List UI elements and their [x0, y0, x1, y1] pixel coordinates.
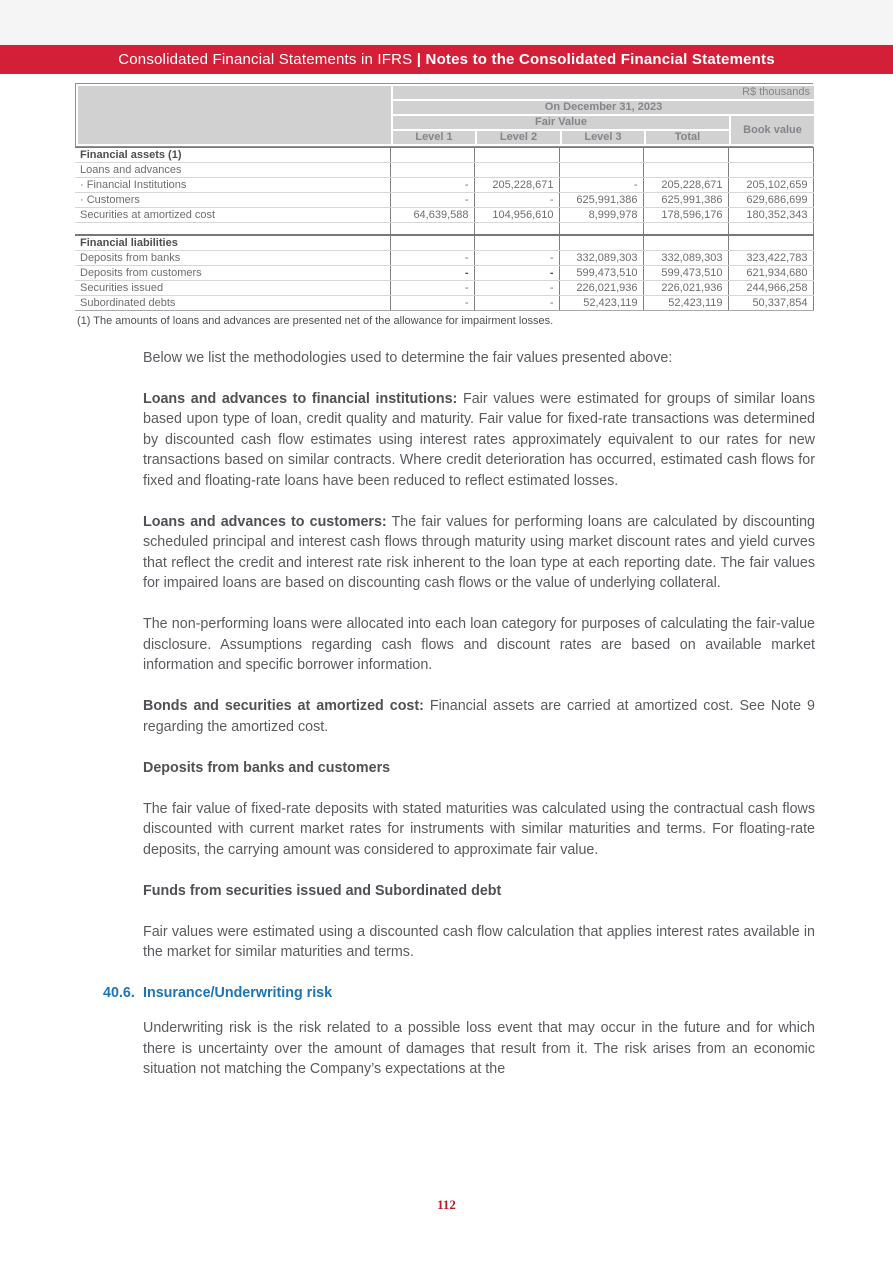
table-cell: 64,639,588	[390, 208, 474, 223]
table-cell: -	[474, 280, 559, 295]
spacer-row	[75, 223, 813, 235]
sub-heading	[143, 881, 815, 902]
table-cell	[390, 163, 474, 178]
table-cell	[559, 163, 643, 178]
total-header: Total	[645, 130, 730, 145]
table-header	[75, 83, 813, 147]
page-number: 112	[437, 1197, 456, 1212]
table-cell: -	[474, 193, 559, 208]
date-header: On December 31, 2023	[392, 100, 815, 115]
table-cell: -	[474, 265, 559, 280]
paragraph-text: The fair values for performing loans are calculated by discounting scheduled principal and interest cash flows through maturity using market discount rates and yield curves that reflect the credit and interest rate risk inherent to the loan type at each reporting date. The fair values for impaired loans are based on discounting cash flows or the value of underlying collateral.	[143, 513, 815, 591]
table-cell: 52,423,119	[643, 295, 728, 310]
book-value-header: Book value	[730, 115, 815, 145]
table-row	[75, 280, 813, 295]
row-label: Subordinated debts	[75, 295, 390, 310]
paragraph-text: The fair value of fixed-rate deposits with stated maturities was calculated using the contractual cash flows discounted with current market rates for instruments with similar maturities and terms. For floating-rate deposits, the carrying amount was considered to approximate fair value.	[143, 800, 815, 858]
table-cell: -	[390, 178, 474, 193]
level2-header: Level 2	[476, 130, 561, 145]
fair-value-table	[75, 83, 813, 311]
table-row	[75, 235, 813, 251]
table-footnote: (1) The amounts of loans and advances are presented net of the allowance for impairment losses.	[77, 314, 554, 327]
table-cell	[643, 235, 728, 251]
table-cell: 599,473,510	[643, 265, 728, 280]
paragraph-text: Underwriting risk is the risk related to a possible loss event that may occur in the future and for which there is uncertainty over the amount of damages that result from it. The risk arises from an economic situation not matching the Company’s expectations at the	[143, 1020, 815, 1077]
table-cell: 205,228,671	[474, 178, 559, 193]
paragraph-text: Fair values were estimated for groups of similar loans based upon type of loan, credit quality and maturity. Fair value for fixed-rate transactions was determined by discounted cash flow estimates using interest rates approximately equivalent to our rates for new transactions based on similar contracts. Where credit deterioration has occurred, estimated cash flows for fixed and floating-rate loans have been reduced to reflect estimated losses.	[143, 390, 815, 489]
paragraph	[143, 922, 815, 963]
fair-value-header: Fair Value	[392, 115, 730, 130]
table-cell: 8,999,978	[559, 208, 643, 223]
table-cell: -	[390, 280, 474, 295]
table-cell	[390, 235, 474, 251]
table-cell: -	[390, 250, 474, 265]
table-cell: 226,021,936	[643, 280, 728, 295]
table-cell: -	[474, 250, 559, 265]
section-heading-40-6	[103, 983, 893, 1003]
row-label: Deposits from banks	[75, 250, 390, 265]
paragraph	[143, 1018, 815, 1080]
table-row	[75, 295, 813, 310]
table-cell: 332,089,303	[643, 250, 728, 265]
row-label: · Financial Institutions	[75, 178, 390, 193]
table-row	[75, 265, 813, 280]
row-label: Securities issued	[75, 280, 390, 295]
table-cell	[643, 148, 728, 163]
table-row	[75, 208, 813, 223]
table-row	[75, 148, 813, 163]
table-row	[75, 178, 813, 193]
table-cell: 104,956,610	[474, 208, 559, 223]
paragraph	[143, 512, 815, 594]
paragraph-text: Fair values were estimated using a discounted cash flow calculation that applies interest rates available in the market for similar maturities and terms.	[143, 923, 815, 960]
row-label: · Customers	[75, 193, 390, 208]
table-cell: 244,966,258	[728, 280, 813, 295]
paragraph-lead: Loans and advances to customers:	[143, 513, 387, 530]
table-cell: -	[390, 193, 474, 208]
paragraph	[143, 614, 815, 676]
paragraph-text: The non-performing loans were allocated into each loan category for purposes of calculating the fair-value disclosure. Assumptions regarding cash flows and discount rates are based on available market information and specific borrower information.	[143, 616, 815, 673]
section-number: 40.6.	[103, 985, 135, 1001]
body-copy	[143, 348, 815, 963]
sub-heading	[143, 758, 815, 779]
paragraph-text: Financial assets are carried at amortized cost. See Note 9 regarding the amortized cost.	[143, 698, 815, 735]
table-cell: 180,352,343	[728, 208, 813, 223]
table-cell: -	[474, 295, 559, 310]
paragraph	[143, 389, 815, 492]
table-cell	[390, 148, 474, 163]
table-cell: 52,423,119	[559, 295, 643, 310]
table-cell	[559, 148, 643, 163]
table-cell: -	[390, 295, 474, 310]
table-row	[75, 163, 813, 178]
paragraph-text: Below we list the methodologies used to determine the fair values presented above:	[143, 349, 673, 366]
paragraph-lead: Bonds and securities at amortized cost:	[143, 698, 424, 714]
header-title-separator: |	[412, 51, 426, 68]
table-cell: 621,934,680	[728, 265, 813, 280]
paragraph	[143, 348, 815, 369]
table-cell	[559, 235, 643, 251]
table-cell	[643, 163, 728, 178]
body-copy-continued	[143, 1018, 815, 1080]
header-title-left: Consolidated Financial Statements in IFRS	[118, 51, 413, 68]
table-body	[75, 147, 814, 311]
table-cell: 205,228,671	[643, 178, 728, 193]
header-empty-block	[77, 85, 392, 145]
table-cell: 599,473,510	[559, 265, 643, 280]
table-cell	[728, 235, 813, 251]
table-row	[75, 250, 813, 265]
sub-heading-text: Deposits from banks and customers	[143, 759, 391, 776]
header-bar	[0, 45, 893, 74]
table-cell: -	[390, 265, 474, 280]
table-cell: 625,991,386	[643, 193, 728, 208]
row-label: Loans and advances	[75, 163, 390, 178]
paragraph-lead: Loans and advances to financial institutions:	[143, 390, 458, 407]
row-label: Financial liabilities	[75, 235, 390, 251]
row-label: Securities at amortized cost	[75, 208, 390, 223]
table-row	[75, 193, 813, 208]
sub-heading-text: Funds from securities issued and Subordinated debt	[143, 882, 502, 899]
table-cell: 323,422,783	[728, 250, 813, 265]
table-cell: 629,686,699	[728, 193, 813, 208]
table-cell	[474, 163, 559, 178]
table-cell: 226,021,936	[559, 280, 643, 295]
level1-header: Level 1	[392, 130, 476, 145]
table-cell	[728, 163, 813, 178]
table-cell: 625,991,386	[559, 193, 643, 208]
paragraph	[143, 799, 815, 861]
table-cell: 205,102,659	[728, 178, 813, 193]
table-cell: -	[559, 178, 643, 193]
row-label: Deposits from customers	[75, 265, 390, 280]
table-cell	[474, 235, 559, 251]
section-title: Insurance/Underwriting risk	[143, 985, 333, 1001]
table-cell: 178,596,176	[643, 208, 728, 223]
level3-header: Level 3	[561, 130, 645, 145]
units-label: R$ thousands	[392, 85, 815, 100]
table-cell: 50,337,854	[728, 295, 813, 310]
row-label: Financial assets (1)	[75, 148, 390, 163]
paragraph	[143, 696, 815, 737]
top-margin-strip	[0, 0, 893, 45]
table-cell	[728, 148, 813, 163]
header-title-right: Notes to the Consolidated Financial Statements	[425, 51, 775, 68]
table-cell: 332,089,303	[559, 250, 643, 265]
table-cell	[474, 148, 559, 163]
